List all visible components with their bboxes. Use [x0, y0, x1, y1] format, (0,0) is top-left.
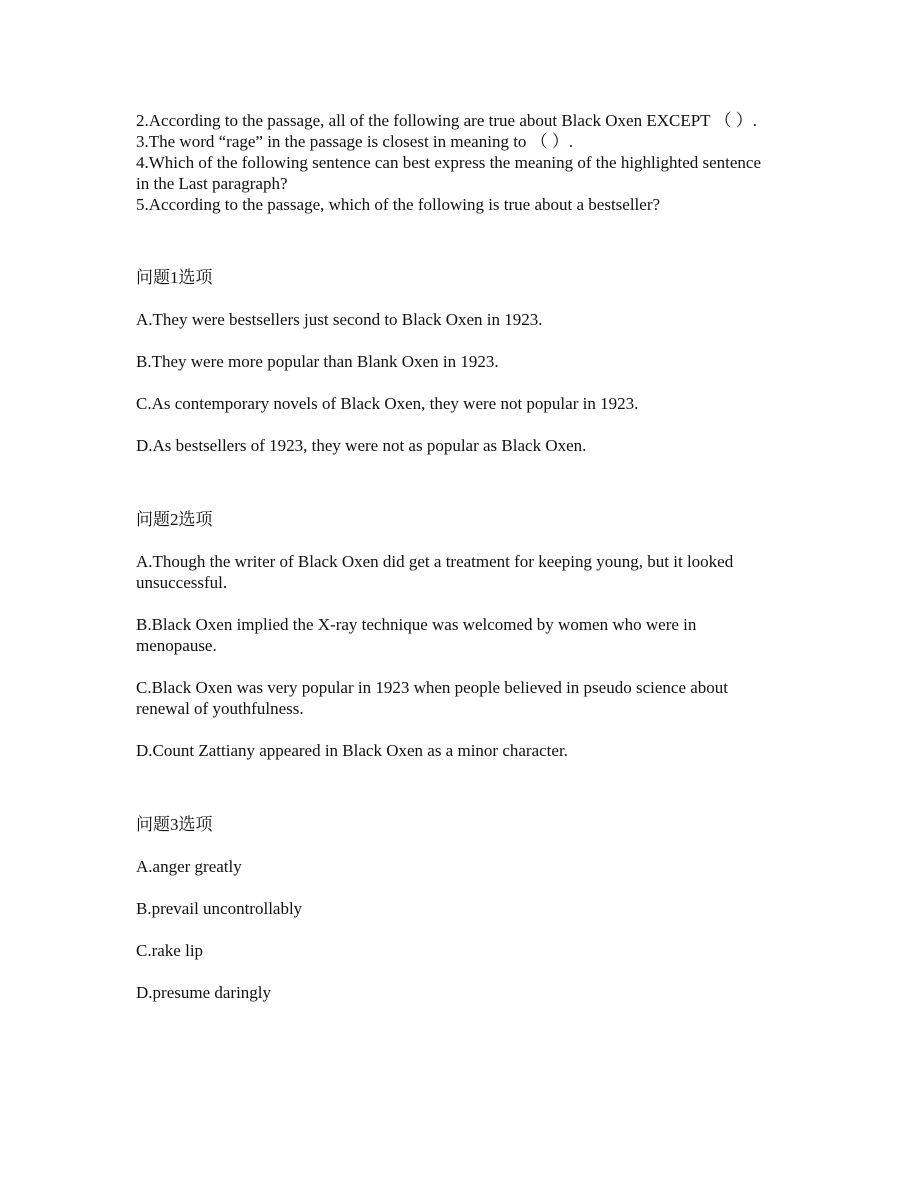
- option-a: A.Though the writer of Black Oxen did get a treatment for keeping young, but it looked unsuccessful.: [136, 552, 734, 592]
- question-5: 5.According to the passage, which of the following is true about a bestseller?: [136, 195, 661, 214]
- question-2: 2.According to the passage, all of the following are true about Black Oxen EXCEPT （ ）.: [136, 111, 757, 130]
- question-list: [136, 110, 776, 215]
- option-d: D.As bestsellers of 1923, they were not as popular as Black Oxen.: [136, 436, 587, 455]
- options-section-3: [136, 814, 776, 1003]
- question-4: 4.Which of the following sentence can best express the meaning of the highlighted sentence in the Last paragraph?: [136, 153, 762, 193]
- option-c: C.Black Oxen was very popular in 1923 when people believed in pseudo science about renewal of youthfulness.: [136, 678, 729, 718]
- option-b: B.They were more popular than Blank Oxen in 1923.: [136, 352, 499, 371]
- option-c: C.rake lip: [136, 941, 204, 960]
- options-section-2: [136, 509, 776, 761]
- option-d: D.Count Zattiany appeared in Black Oxen as a minor character.: [136, 741, 568, 760]
- section-title: 问题1选项: [136, 268, 213, 287]
- question-3: 3.The word “rage” in the passage is closest in meaning to （ ）.: [136, 132, 574, 151]
- option-a: A.anger greatly: [136, 857, 242, 876]
- options-section-1: [136, 267, 776, 456]
- option-b: B.Black Oxen implied the X-ray technique was welcomed by women who were in menopause.: [136, 615, 697, 655]
- option-b: B.prevail uncontrollably: [136, 899, 303, 918]
- option-c: C.As contemporary novels of Black Oxen, they were not popular in 1923.: [136, 394, 639, 413]
- section-title: 问题3选项: [136, 815, 213, 834]
- option-d: D.presume daringly: [136, 983, 272, 1002]
- document-page: [136, 110, 776, 1003]
- section-title: 问题2选项: [136, 510, 213, 529]
- option-a: A.They were bestsellers just second to Black Oxen in 1923.: [136, 310, 543, 329]
